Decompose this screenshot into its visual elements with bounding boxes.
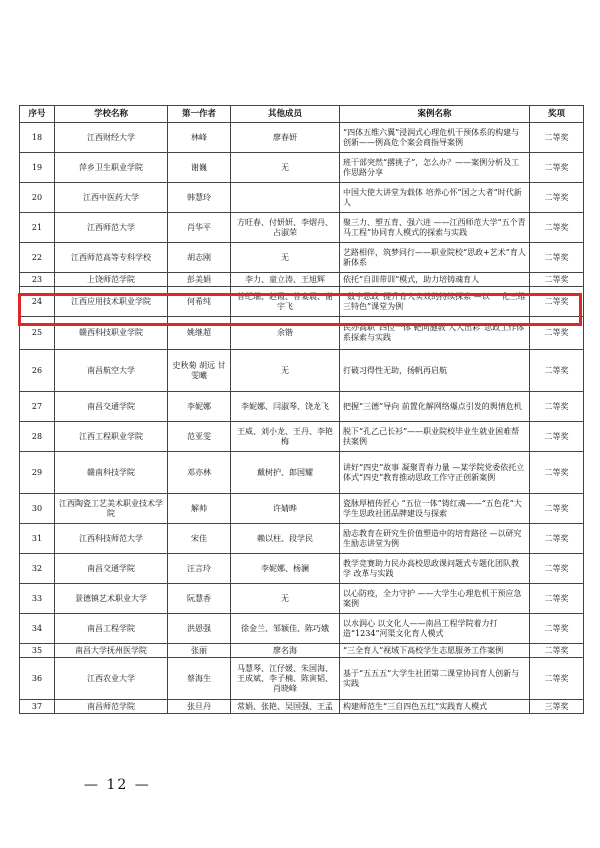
row-index: 26 xyxy=(20,350,55,392)
first-author: 洪恩强 xyxy=(168,614,231,644)
table-row xyxy=(20,350,584,392)
case-name: “四体五维六翼”浸润式心理危机干预体系的构建与创新——例高危个案会商指导案例 xyxy=(340,123,530,153)
other-members: 方旺春、付妍妍、李熠丹、占淑荣 xyxy=(231,213,340,243)
award: 二等奖 xyxy=(530,658,584,700)
row-index: 30 xyxy=(20,494,55,524)
row-index: 31 xyxy=(20,524,55,554)
row-index: 22 xyxy=(20,243,55,273)
table-row xyxy=(20,243,584,273)
award: 二等奖 xyxy=(530,584,584,614)
school-name: 江西应用技术职业学院 xyxy=(55,287,168,317)
first-author: 解帅 xyxy=(168,494,231,524)
other-members: 李妮娜、杨澜 xyxy=(231,554,340,584)
school-name: 南昌工程学院 xyxy=(55,614,168,644)
case-name: “数字思政”提升育人实效的持续探索 —以“一化三维三特色”课堂为例 xyxy=(340,287,530,317)
row-index: 23 xyxy=(20,273,55,287)
first-author: 蔡海生 xyxy=(168,658,231,700)
other-members: 常娟、张艳、吴国强、王孟 xyxy=(231,700,340,714)
award: 二等奖 xyxy=(530,422,584,452)
school-name: 江西中医药大学 xyxy=(55,183,168,213)
table-row xyxy=(20,452,584,494)
other-members: 曾纪瑞、赵霞、曾宴晨、谢宇飞 xyxy=(231,287,340,317)
first-author: 汪言玲 xyxy=(168,554,231,584)
table-row xyxy=(20,213,584,243)
award: 二等奖 xyxy=(530,243,584,273)
table-row xyxy=(20,644,584,658)
first-author: 肖华平 xyxy=(168,213,231,243)
case-name: 中国大使大讲堂为载体 培养心怀“国之大者”时代新人 xyxy=(340,183,530,213)
case-name: 讲好“四史”故事 凝聚青春力量 —某学院党委依托立体式“四史”教育推动思政工作守正创新案例 xyxy=(340,452,530,494)
case-name: 以水润心 以文化人——南昌工程学院着力打造“1234”河渠文化育人模式 xyxy=(340,614,530,644)
award: 二等奖 xyxy=(530,554,584,584)
other-members: 王威、刘小龙、王丹、李艳梅 xyxy=(231,422,340,452)
table-row xyxy=(20,317,584,350)
row-index: 24 xyxy=(20,287,55,317)
first-author: 李妮娜 xyxy=(168,392,231,422)
first-author: 谢巍 xyxy=(168,153,231,183)
other-members: 许婧晔 xyxy=(231,494,340,524)
school-name: 赣西科技职业学院 xyxy=(55,317,168,350)
table-row xyxy=(20,183,584,213)
award: 二等奖 xyxy=(530,317,584,350)
table-row xyxy=(20,524,584,554)
case-name: 教学竞赛助力民办高校思政课问题式专题化团队教学 改革与实践 xyxy=(340,554,530,584)
award: 二等奖 xyxy=(530,494,584,524)
case-name: 艺路相伴，筑梦同行——职业院校“思政+艺术”育人新体系 xyxy=(340,243,530,273)
other-members: 赖以柱、段学民 xyxy=(231,524,340,554)
school-name: 江西科技师范大学 xyxy=(55,524,168,554)
school-name: 南昌大学抚州医学院 xyxy=(55,644,168,658)
row-index: 27 xyxy=(20,392,55,422)
first-author: 张旦丹 xyxy=(168,700,231,714)
school-name: 江西农业大学 xyxy=(55,658,168,700)
row-index: 35 xyxy=(20,644,55,658)
case-name: 民办高职“四位一体 靶向施教 人人出彩”思政工作体系探索与实践 xyxy=(340,317,530,350)
first-author: 宋佳 xyxy=(168,524,231,554)
first-author: 彭美娟 xyxy=(168,273,231,287)
row-index: 36 xyxy=(20,658,55,700)
school-name: 江西师范高等专科学校 xyxy=(55,243,168,273)
award: 二等奖 xyxy=(530,287,584,317)
first-author: 林峰 xyxy=(168,123,231,153)
table-row xyxy=(20,700,584,714)
school-name: 江西师范大学 xyxy=(55,213,168,243)
award: 二等奖 xyxy=(530,350,584,392)
first-author: 邓亦林 xyxy=(168,452,231,494)
other-members: 余锴 xyxy=(231,317,340,350)
other-members: 无 xyxy=(231,243,340,273)
school-name: 赣南科技学院 xyxy=(55,452,168,494)
header-first-author: 第一作者 xyxy=(168,106,231,123)
row-index: 19 xyxy=(20,153,55,183)
school-name: 江西陶瓷工艺美术职业技术学院 xyxy=(55,494,168,524)
other-members: 马慧琴、江仔媛、朱国海、王成斌、李子楠、陈寅韬、肖晓峰 xyxy=(231,658,340,700)
award: 二等奖 xyxy=(530,213,584,243)
case-name: 打破习得性无助，扬帆再启航 xyxy=(340,350,530,392)
case-name: 瓷脉厚植传匠心 “五位一体”铸红魂——“五色花”大学生思政社团品牌建设与探索 xyxy=(340,494,530,524)
header-other-members: 其他成员 xyxy=(231,106,340,123)
first-author: 胡志刚 xyxy=(168,243,231,273)
header-index: 序号 xyxy=(20,106,55,123)
school-name: 上饶师范学院 xyxy=(55,273,168,287)
school-name: 江西财经大学 xyxy=(55,123,168,153)
table-row xyxy=(20,494,584,524)
other-members: 戴树护、郎国耀 xyxy=(231,452,340,494)
row-index: 37 xyxy=(20,700,55,714)
case-name: “三全育人”视域下高校学生志愿服务工作案例 xyxy=(340,644,530,658)
table-row xyxy=(20,273,584,287)
award: 二等奖 xyxy=(530,273,584,287)
case-name: 班干部突然“撂挑子”，怎么办？——案例分析及工作思路分享 xyxy=(340,153,530,183)
case-name: 以心防疫，全力守护 ——大学生心理危机干预应急案例 xyxy=(340,584,530,614)
award: 二等奖 xyxy=(530,153,584,183)
table-row xyxy=(20,153,584,183)
row-index: 28 xyxy=(20,422,55,452)
table-row xyxy=(20,584,584,614)
table-row xyxy=(20,658,584,700)
header-award: 奖项 xyxy=(530,106,584,123)
other-members: 徐金兰、邹颖佳、陈巧娥 xyxy=(231,614,340,644)
other-members: 无 xyxy=(231,584,340,614)
case-name: 励志教育在研究生价值塑造中的培育路径 —以研究生励志讲堂为例 xyxy=(340,524,530,554)
award: 二等奖 xyxy=(530,183,584,213)
first-author: 韩慧玲 xyxy=(168,183,231,213)
row-index: 33 xyxy=(20,584,55,614)
other-members: 廖春妍 xyxy=(231,123,340,153)
first-author: 张丽 xyxy=(168,644,231,658)
case-name: 把握“三德”导向 前置化解网络爆点引发的舆情危机 xyxy=(340,392,530,422)
award: 二等奖 xyxy=(530,524,584,554)
table-row xyxy=(20,287,584,317)
other-members: 无 xyxy=(231,153,340,183)
row-index: 21 xyxy=(20,213,55,243)
other-members: 李力、童立涛、王旭辉 xyxy=(231,273,340,287)
first-author: 范亚雯 xyxy=(168,422,231,452)
school-name: 萍乡卫生职业学院 xyxy=(55,153,168,183)
first-author: 史秋菊 胡远 甘雯曦 xyxy=(168,350,231,392)
row-index: 18 xyxy=(20,123,55,153)
award: 二等奖 xyxy=(530,123,584,153)
school-name: 南昌师范学院 xyxy=(55,700,168,714)
case-name: 脱下“孔乙己长衫”——职业院校毕业生就业困难帮扶案例 xyxy=(340,422,530,452)
header-school: 学校名称 xyxy=(55,106,168,123)
case-name: 依托“自训带训”模式，助力培铸魂育人 xyxy=(340,273,530,287)
award: 二等奖 xyxy=(530,644,584,658)
first-author: 阮慧香 xyxy=(168,584,231,614)
table-row xyxy=(20,614,584,644)
row-index: 20 xyxy=(20,183,55,213)
other-members: 廖名海 xyxy=(231,644,340,658)
table-row xyxy=(20,123,584,153)
case-name: 构建师范生“三自四色五红”实践育人模式 xyxy=(340,700,530,714)
table-header-row xyxy=(20,106,584,123)
table-row xyxy=(20,422,584,452)
case-name: 基于“五五五”大学生社团第二课堂协同育人创新与实践 xyxy=(340,658,530,700)
school-name: 南昌交通学院 xyxy=(55,554,168,584)
school-name: 景德镇艺术职业大学 xyxy=(55,584,168,614)
page-number: — 12 — xyxy=(84,777,151,793)
other-members xyxy=(231,183,340,213)
award: 二等奖 xyxy=(530,614,584,644)
school-name: 江西工程职业学院 xyxy=(55,422,168,452)
row-index: 34 xyxy=(20,614,55,644)
row-index: 29 xyxy=(20,452,55,494)
row-index: 25 xyxy=(20,317,55,350)
table-row xyxy=(20,392,584,422)
table-row xyxy=(20,554,584,584)
other-members: 无 xyxy=(231,350,340,392)
case-name: 聚三力、塑五育、强六进 ——江西师范大学“五个青马工程”协同育人模式的探索与实践 xyxy=(340,213,530,243)
award: 三等奖 xyxy=(530,700,584,714)
table-body xyxy=(20,123,584,714)
school-name: 南昌航空大学 xyxy=(55,350,168,392)
row-index: 32 xyxy=(20,554,55,584)
school-name: 南昌交通学院 xyxy=(55,392,168,422)
first-author: 何希纯 xyxy=(168,287,231,317)
first-author: 姚继超 xyxy=(168,317,231,350)
awards-table xyxy=(19,105,584,714)
award: 二等奖 xyxy=(530,452,584,494)
other-members: 李妮娜、闫淑琴、饶龙飞 xyxy=(231,392,340,422)
award: 二等奖 xyxy=(530,392,584,422)
header-case-name: 案例名称 xyxy=(340,106,530,123)
